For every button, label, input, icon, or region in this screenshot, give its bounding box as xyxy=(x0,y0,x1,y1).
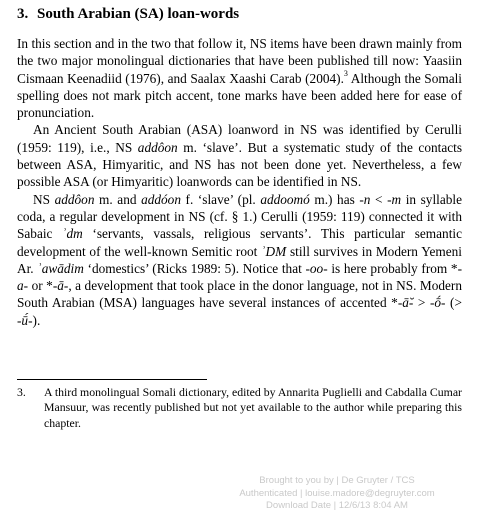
paragraph-3-text: NS xyxy=(33,191,55,207)
paragraph-3-term: ʾawādim xyxy=(37,260,84,276)
paragraph-3-term: ʾdm xyxy=(62,226,83,242)
paragraph-3-term: -ṓ- xyxy=(429,295,446,311)
paragraph-3-term: -ā- xyxy=(52,278,69,294)
paragraph-2-term: addôon xyxy=(137,139,178,155)
watermark-line-brought: Brought to you by | De Gruyter / TCS xyxy=(259,475,415,486)
paragraph-1-text-b: Although the Somali spelling does not mark pitch accent, tone marks have been added here for ease of pronunciation. xyxy=(17,70,462,121)
footnote xyxy=(17,385,462,431)
paragraph-3-term: -n xyxy=(359,191,371,207)
paragraph-3-text: , a development that took place in the donor language, not in NS. Modern South Arabian (MSA) languages have several instances of accented * xyxy=(17,278,463,311)
paragraph-3-text: f. ‘slave’ (pl. xyxy=(180,191,261,207)
paragraph-3-text: ‘domestics’ (Ricks 1989: 5). Notice that xyxy=(83,260,306,276)
paragraph-3-text: > xyxy=(413,295,430,311)
paragraph-3-term: -ū́- xyxy=(17,312,33,328)
paragraph-2 xyxy=(17,121,462,190)
paragraph-3-text: still survives in Modern Yemeni Ar. xyxy=(17,243,462,276)
footnote-text: A third monolingual Somali dictionary, edited by Annarita Puglielli and Cabdalla Cumar Mansuur, was recently published but not yet available to the author while preparing this chapter. xyxy=(44,385,462,430)
body-text xyxy=(17,35,462,329)
footnote-reference[interactable]: 3 xyxy=(343,69,348,79)
paragraph-3-term: -a- xyxy=(17,260,463,294)
paragraph-3-term: -oo- xyxy=(305,260,328,276)
paragraph-3-term: ʾDM xyxy=(261,243,287,259)
paragraph-3-text: or * xyxy=(28,278,53,294)
section-heading xyxy=(17,5,477,23)
download-watermark xyxy=(222,475,452,513)
paragraph-3-text: < xyxy=(370,191,388,207)
paragraph-3-text: is here probably from * xyxy=(327,260,458,276)
watermark-line-authenticated: Authenticated | louise.madore@degruyter.com xyxy=(239,487,435,499)
paragraph-1 xyxy=(17,35,462,121)
footnote-divider xyxy=(17,379,207,380)
section-title: South Arabian (SA) loan-words xyxy=(37,6,240,22)
paragraph-1-text-a: In this section and in the two that follow it, NS items have been drawn mainly from the two major monolingual dictionaries that have been published till now: Yaasiin Cismaan Keenadiid (1976), and Saalax Xaashi Carab (2004). xyxy=(17,36,462,86)
paragraph-3-term: -ā̆- xyxy=(397,295,414,311)
paragraph-3-text: m.) has xyxy=(309,191,360,207)
paragraph-3-term: addóon xyxy=(141,191,181,207)
paragraph-3-text: ‘servants, vassals, religious servants’. This particular semantic development of the well-known Semitic root xyxy=(17,226,462,259)
section-number: 3. xyxy=(17,6,29,22)
footnote-number: 3. xyxy=(17,385,26,399)
paragraph-2-text: m. ‘slave’. But a systematic study of the contacts between ASA, Himyaritic, and NS has not been done yet. Nevertheless, a few possible ASA (or Himyaritic) loanwords can be identified in NS. xyxy=(17,139,462,190)
paragraph-3-term: addôon xyxy=(54,191,95,207)
paragraph-3-term: -m xyxy=(387,191,402,207)
paragraph-3-text: m. and xyxy=(94,191,142,207)
paragraph-3-text: (> xyxy=(445,295,462,311)
paragraph-3 xyxy=(17,191,462,329)
paragraph-3-text: in syllable coda, a regular development in NS (cf. § 1.) Cerulli (1959: 119) connected it with Sabaic xyxy=(17,191,462,242)
paragraph-2-text: An Ancient South Arabian (ASA) loanword in NS was identified by Cerulli (1959: 119), i.e., NS xyxy=(17,122,462,155)
paragraph-3-text: ). xyxy=(32,312,41,328)
watermark-line-date: Download Date | 12/6/13 8:04 AM xyxy=(266,500,408,511)
paragraph-3-term: addoomó xyxy=(260,191,310,207)
